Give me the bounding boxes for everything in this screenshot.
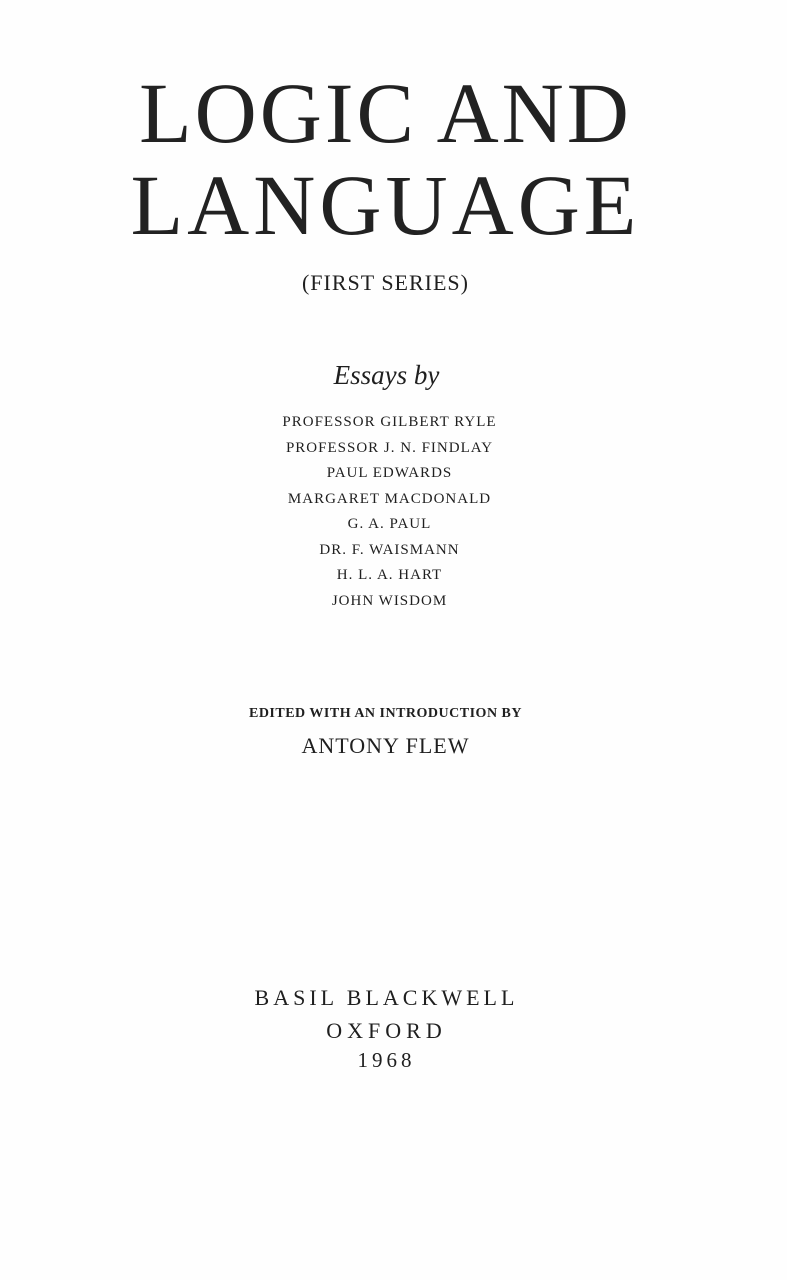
publication-place: OXFORD (326, 1018, 447, 1043)
publisher-name: BASIL BLACKWELL (254, 985, 519, 1010)
author-list (0, 410, 787, 614)
author-item: H. L. A. HART (336, 567, 443, 583)
editor-name: ANTONY FLEW (301, 733, 470, 758)
book-title-line-1: LOGIC AND (139, 65, 632, 161)
author-item: PAUL EDWARDS (326, 465, 453, 481)
author-item: MARGARET MACDONALD (287, 490, 492, 507)
book-title-line-2: LANGUAGE (130, 157, 641, 253)
author-item: PROFESSOR GILBERT RYLE (282, 414, 497, 430)
author-item: JOHN WISDOM (331, 592, 448, 609)
publication-year: 1968 (357, 1048, 416, 1072)
author-item: DR. F. WAISMANN (319, 541, 460, 558)
edited-by-label: EDITED WITH AN INTRODUCTION BY (248, 706, 522, 721)
author-item: G. A. PAUL (347, 516, 432, 532)
essays-by-heading: Essays by (333, 360, 440, 390)
author-item: PROFESSOR J. N. FINDLAY (285, 439, 494, 456)
series-subtitle: (FIRST SERIES) (301, 270, 469, 295)
